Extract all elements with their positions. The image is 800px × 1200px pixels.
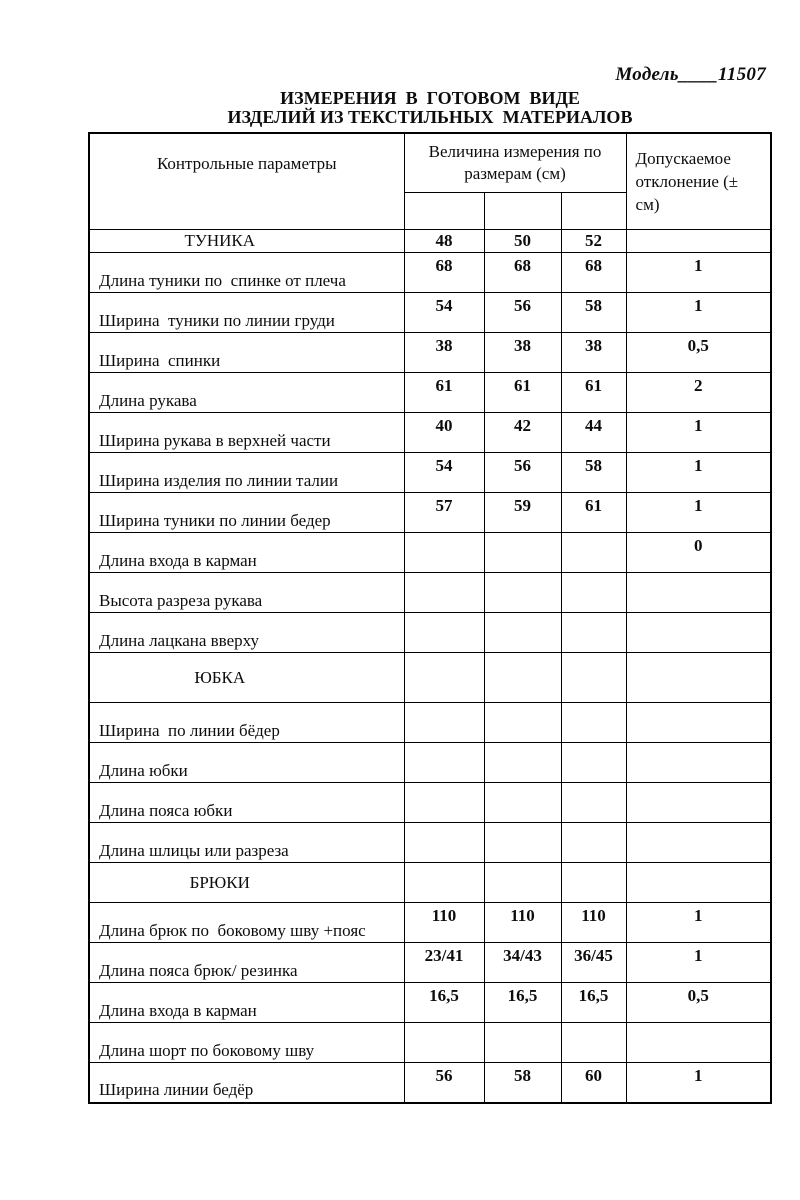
table-row (89, 943, 771, 983)
size-subheader-cell-3 (561, 193, 626, 230)
value-size-2 (484, 1023, 561, 1063)
tolerance-value (626, 783, 771, 823)
model-number-label: Модель____11507 (615, 64, 766, 85)
tolerance-value: 1 (626, 493, 771, 533)
value-size-3 (561, 823, 626, 863)
value-size-2 (484, 653, 561, 703)
value-size-3: 110 (561, 903, 626, 943)
table-header-row (89, 133, 771, 193)
value-size-2: 58 (484, 1063, 561, 1103)
value-size-2 (484, 573, 561, 613)
value-size-3: 58 (561, 293, 626, 333)
table-row (89, 983, 771, 1023)
value-size-2: 42 (484, 413, 561, 453)
tolerance-value: 1 (626, 413, 771, 453)
table-row (89, 493, 771, 533)
value-size-2: 68 (484, 253, 561, 293)
table-row (89, 533, 771, 573)
value-size-2: 16,5 (484, 983, 561, 1023)
table-row (89, 903, 771, 943)
column-header-tolerance: Допускаемое отклонение (± см) (626, 133, 771, 230)
row-label: Длина входа в карман (89, 983, 404, 1023)
tolerance-value: 1 (626, 903, 771, 943)
section-row-trousers (89, 863, 771, 903)
value-size-1 (404, 743, 484, 783)
tolerance-value (626, 743, 771, 783)
row-label: Длина брюк по боковому шву +пояс (89, 903, 404, 943)
value-size-1: 16,5 (404, 983, 484, 1023)
value-size-2 (484, 863, 561, 903)
value-size-2 (484, 533, 561, 573)
tolerance-value: 0 (626, 533, 771, 573)
size-header-2: 50 (484, 230, 561, 253)
value-size-1 (404, 1023, 484, 1063)
row-label: Ширина туники по линии бедер (89, 493, 404, 533)
tolerance-value (626, 573, 771, 613)
row-label: Длина юбки (89, 743, 404, 783)
value-size-2 (484, 743, 561, 783)
value-size-2: 59 (484, 493, 561, 533)
value-size-3: 36/45 (561, 943, 626, 983)
table-row (89, 743, 771, 783)
tolerance-value: 1 (626, 1063, 771, 1103)
tolerance-value (626, 613, 771, 653)
table-row (89, 613, 771, 653)
value-size-3 (561, 653, 626, 703)
value-size-1 (404, 533, 484, 573)
column-header-sizes: Величина измерения по размерам (см) (404, 133, 626, 193)
value-size-1 (404, 653, 484, 703)
value-size-3: 61 (561, 373, 626, 413)
value-size-3 (561, 613, 626, 653)
value-size-1: 56 (404, 1063, 484, 1103)
table-row (89, 783, 771, 823)
row-label: Ширина рукава в верхней части (89, 413, 404, 453)
tolerance-value: 2 (626, 373, 771, 413)
value-size-3: 58 (561, 453, 626, 493)
value-size-1 (404, 783, 484, 823)
tolerance-value: 1 (626, 453, 771, 493)
value-size-1: 54 (404, 293, 484, 333)
value-size-3 (561, 533, 626, 573)
table-row (89, 1023, 771, 1063)
row-label: Ширина линии бедёр (89, 1063, 404, 1103)
size-subheader-cell-2 (484, 193, 561, 230)
table-row (89, 703, 771, 743)
value-size-2 (484, 823, 561, 863)
document-title-line1: ИЗМЕРЕНИЯ В ГОТОВОМ ВИДЕ (280, 88, 580, 108)
value-size-3 (561, 573, 626, 613)
tolerance-value: 0,5 (626, 983, 771, 1023)
size-header-3: 52 (561, 230, 626, 253)
value-size-2 (484, 783, 561, 823)
value-size-3 (561, 863, 626, 903)
value-size-1: 40 (404, 413, 484, 453)
tolerance-value (626, 1023, 771, 1063)
row-label: Длина шорт по боковому шву (89, 1023, 404, 1063)
row-label: Ширина спинки (89, 333, 404, 373)
tolerance-value: 1 (626, 253, 771, 293)
value-size-3 (561, 1023, 626, 1063)
value-size-3: 60 (561, 1063, 626, 1103)
section-label: БРЮКИ (89, 863, 404, 903)
value-size-3: 68 (561, 253, 626, 293)
value-size-3 (561, 743, 626, 783)
measurements-table (88, 132, 772, 1104)
value-size-2: 56 (484, 293, 561, 333)
tolerance-value (626, 863, 771, 903)
value-size-1 (404, 703, 484, 743)
row-label: Высота разреза рукава (89, 573, 404, 613)
size-header-1: 48 (404, 230, 484, 253)
value-size-1: 110 (404, 903, 484, 943)
value-size-1 (404, 863, 484, 903)
value-size-3: 16,5 (561, 983, 626, 1023)
row-label: Ширина туники по линии груди (89, 293, 404, 333)
value-size-3: 61 (561, 493, 626, 533)
tolerance-value: 0,5 (626, 333, 771, 373)
section-label: ЮБКА (89, 653, 404, 703)
value-size-3: 44 (561, 413, 626, 453)
section-row-tunic (89, 230, 771, 253)
table-row (89, 293, 771, 333)
value-size-1 (404, 613, 484, 653)
section-label: ТУНИКА (89, 230, 404, 253)
row-label: Длина лацкана вверху (89, 613, 404, 653)
table-row (89, 413, 771, 453)
value-size-2 (484, 703, 561, 743)
value-size-2: 34/43 (484, 943, 561, 983)
value-size-1 (404, 573, 484, 613)
value-size-1: 68 (404, 253, 484, 293)
table-row (89, 823, 771, 863)
size-subheader-cell-1 (404, 193, 484, 230)
tolerance-value: 1 (626, 293, 771, 333)
tolerance-value (626, 653, 771, 703)
row-label: Длина шлицы или разреза (89, 823, 404, 863)
value-size-2: 38 (484, 333, 561, 373)
value-size-2 (484, 613, 561, 653)
tolerance-value (626, 823, 771, 863)
row-label: Ширина изделия по линии талии (89, 453, 404, 493)
column-header-parameters: Контрольные параметры (89, 133, 404, 230)
table-row (89, 1063, 771, 1103)
value-size-2: 56 (484, 453, 561, 493)
value-size-1: 38 (404, 333, 484, 373)
value-size-1: 54 (404, 453, 484, 493)
document-title-line2: ИЗДЕЛИЙ ИЗ ТЕКСТИЛЬНЫХ МАТЕРИАЛОВ (227, 106, 633, 127)
section-row-skirt (89, 653, 771, 703)
row-label: Длина пояса юбки (89, 783, 404, 823)
row-label: Длина входа в карман (89, 533, 404, 573)
tolerance-value (626, 230, 771, 253)
table-row (89, 573, 771, 613)
table-row (89, 333, 771, 373)
value-size-3: 38 (561, 333, 626, 373)
row-label: Ширина по линии бёдер (89, 703, 404, 743)
row-label: Длина рукава (89, 373, 404, 413)
row-label: Длина туники по спинке от плеча (89, 253, 404, 293)
tolerance-value (626, 703, 771, 743)
table-row (89, 453, 771, 493)
table-row (89, 253, 771, 293)
value-size-1: 57 (404, 493, 484, 533)
value-size-3 (561, 783, 626, 823)
value-size-2: 110 (484, 903, 561, 943)
value-size-3 (561, 703, 626, 743)
value-size-2: 61 (484, 373, 561, 413)
row-label: Длина пояса брюк/ резинка (89, 943, 404, 983)
value-size-1: 23/41 (404, 943, 484, 983)
value-size-1: 61 (404, 373, 484, 413)
tolerance-value: 1 (626, 943, 771, 983)
value-size-1 (404, 823, 484, 863)
table-row (89, 373, 771, 413)
